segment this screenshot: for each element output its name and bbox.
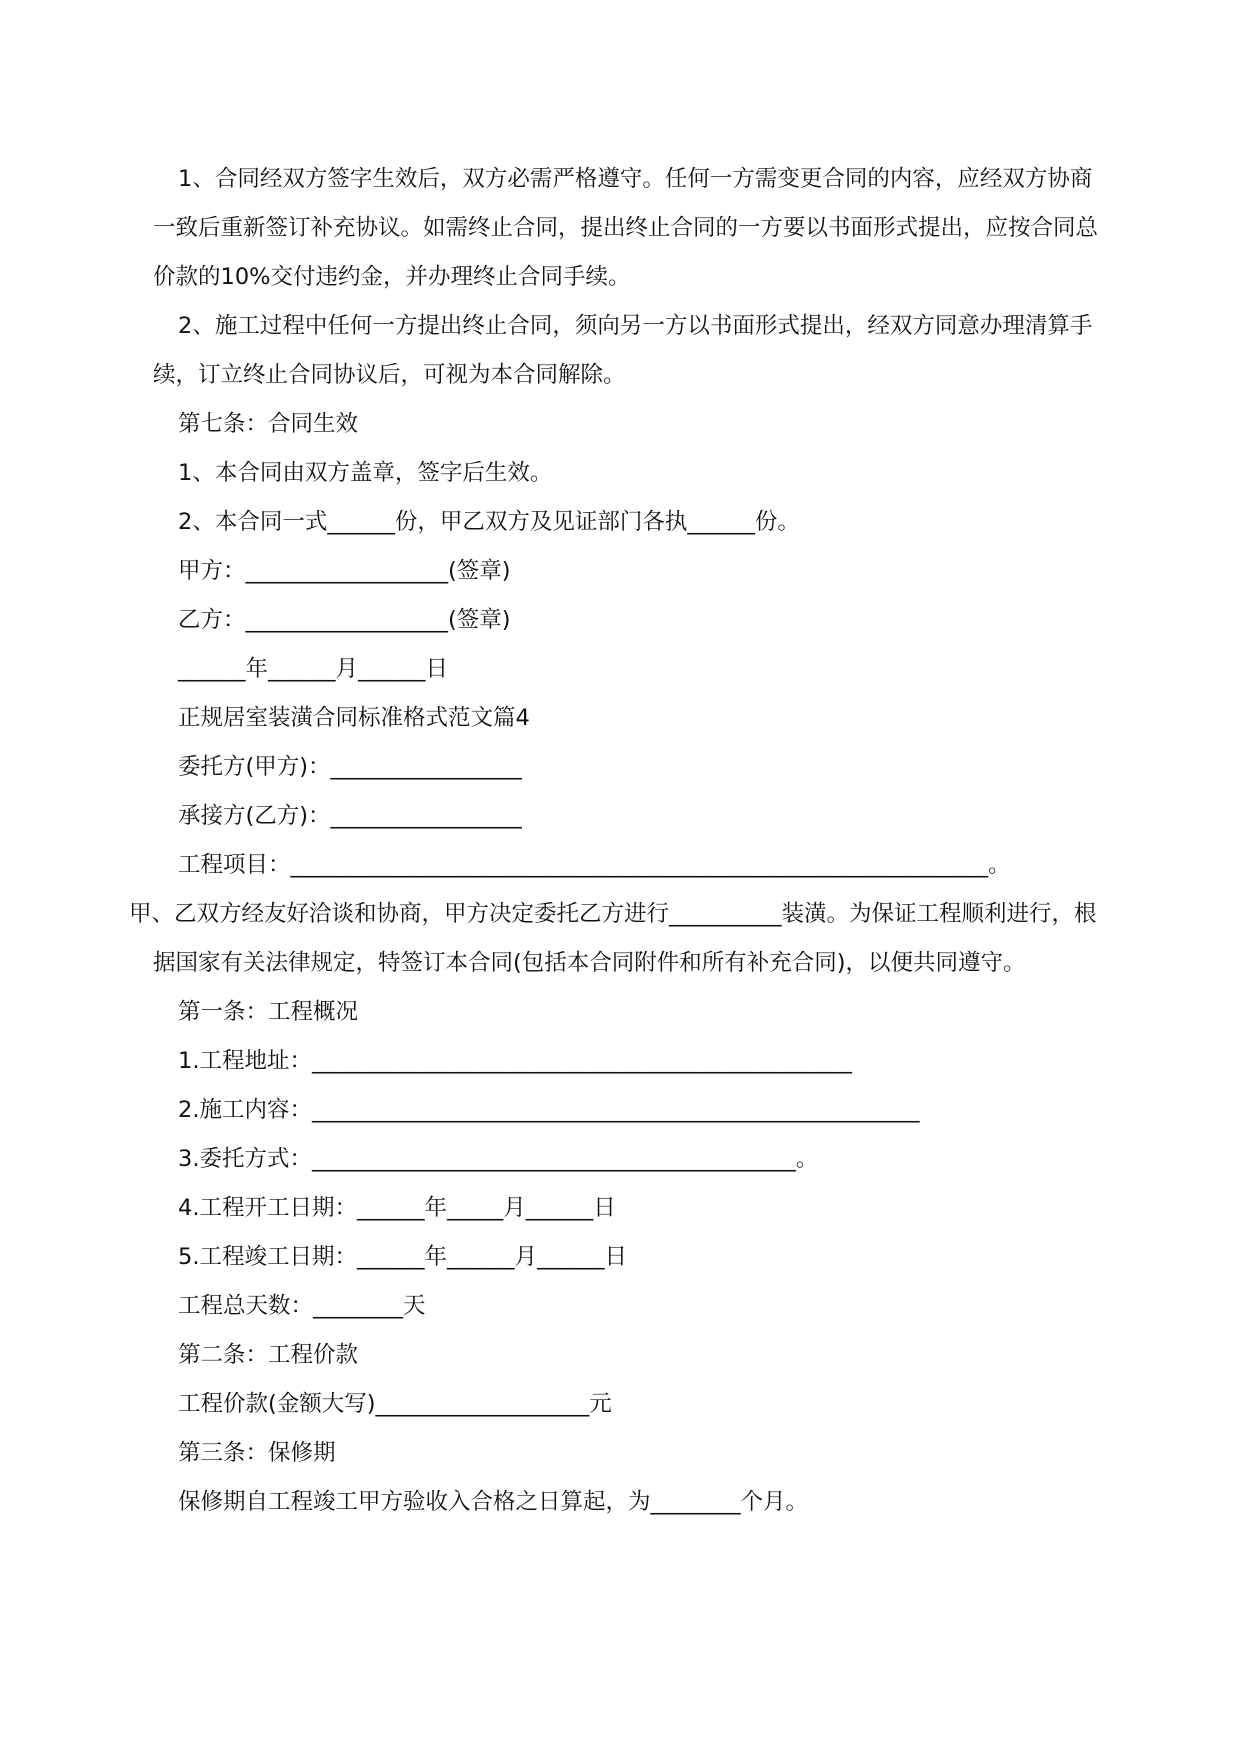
date-line: ______年______月______日 <box>178 656 449 682</box>
clause-termination-process: 2、施工过程中任何一方提出终止合同，须向另一方以书面形式提出，经双方同意办理清算手续，订立终止合同协议后，可视为本合同解除。 <box>153 313 1093 388</box>
party-b-signature-line: 乙方：__________________(签章) <box>178 607 511 633</box>
warranty-line: 保修期自工程竣工甲方验收入合格之日算起，为________个月。 <box>178 1489 809 1515</box>
article-3-heading: 第三条：保修期 <box>178 1440 336 1466</box>
contractor-party-line: 承接方(乙方)：_________________ <box>178 803 522 829</box>
completion-date-line: 5.工程竣工日期：______年______月______日 <box>178 1244 627 1270</box>
preamble-paragraph: 甲、乙双方经友好洽谈和协商，甲方决定委托乙方进行__________装潢。为保证工程顺利进行，根据国家有关法律规定，特签订本合同(包括本合同附件和所有补充合同)，以便共同遵守。 <box>129 901 1097 976</box>
commission-method-line: 3.委托方式：___________________________________________。 <box>178 1146 819 1172</box>
project-line: 工程项目：______________________________________________________________。 <box>178 852 1011 878</box>
project-address-line: 1.工程地址：________________________________________________ <box>178 1048 852 1074</box>
article-7-heading: 第七条：合同生效 <box>178 411 359 437</box>
price-line: 工程价款(金额大写)___________________元 <box>178 1391 612 1417</box>
document-body <box>129 155 1099 1527</box>
article-1-heading: 第一条：工程概况 <box>178 999 359 1025</box>
effective-clause-1: 1、本合同由双方盖章，签字后生效。 <box>178 460 553 486</box>
party-a-signature-line: 甲方：__________________(签章) <box>178 558 511 584</box>
effective-clause-2: 2、本合同一式______份，甲乙双方及见证部门各执______份。 <box>178 509 800 535</box>
total-days-line: 工程总天数：________天 <box>178 1293 426 1319</box>
article-2-heading: 第二条：工程价款 <box>178 1342 359 1368</box>
section-title: 正规居室装潢合同标准格式范文篇4 <box>178 705 530 731</box>
work-content-line: 2.施工内容：______________________________________________________ <box>178 1097 920 1123</box>
clause-change-terminate: 1、合同经双方签字生效后，双方必需严格遵守。任何一方需变更合同的内容，应经双方协商一致后重新签订补充协议。如需终止合同，提出终止合同的一方要以书面形式提出，应按合同总价款的10%交付违约金，并办理终止合同手续。 <box>153 166 1099 290</box>
client-party-line: 委托方(甲方)：_________________ <box>178 754 522 780</box>
start-date-line: 4.工程开工日期：______年_____月______日 <box>178 1195 616 1221</box>
